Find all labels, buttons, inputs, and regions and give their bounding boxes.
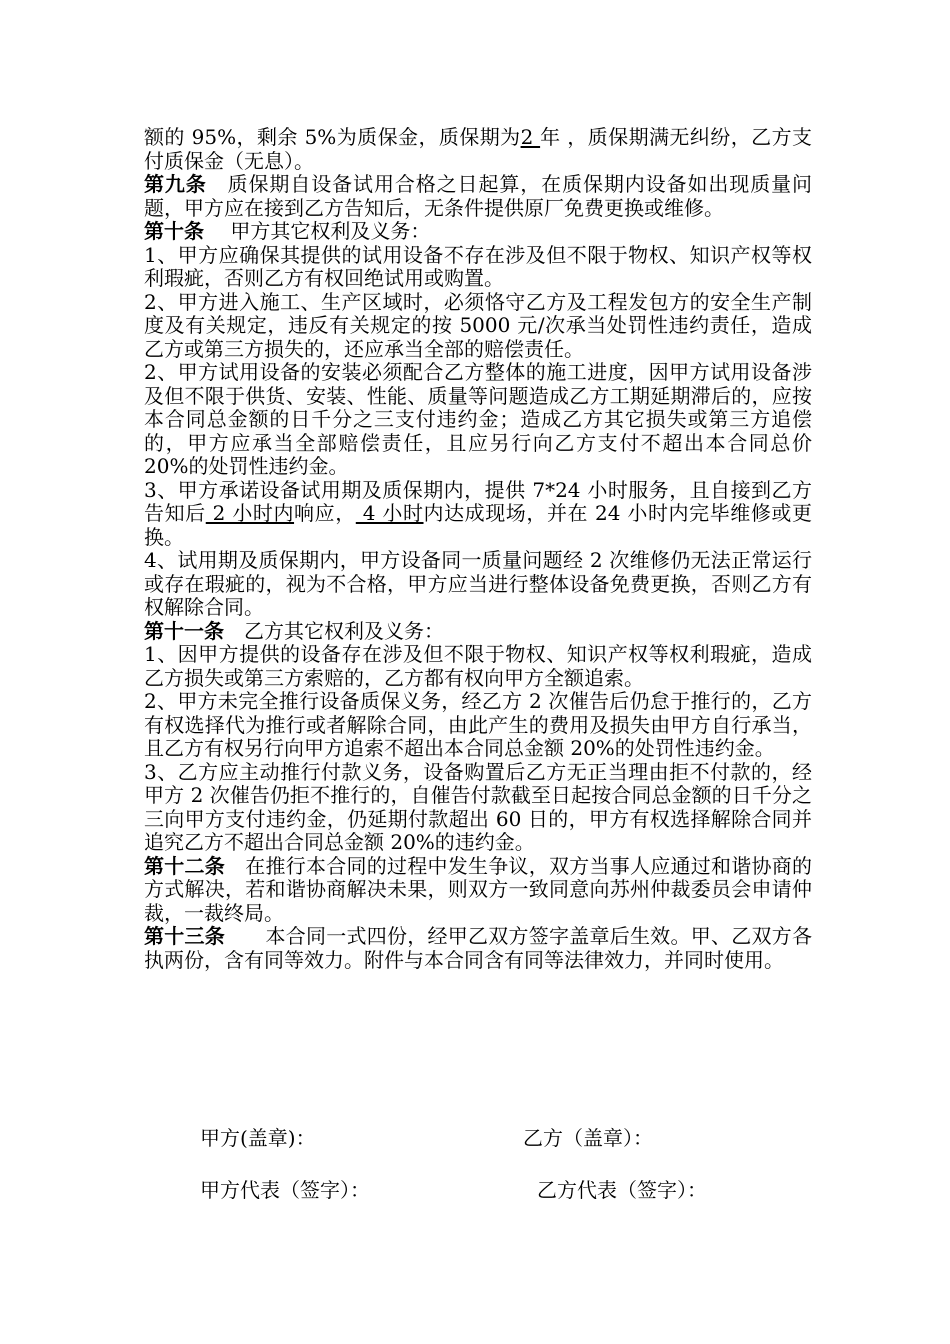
contract-paragraph (144, 244, 812, 291)
underlined-text: 4 小时 (355, 501, 424, 525)
contract-body (144, 126, 812, 972)
underlined-text: 2 小时内 (205, 501, 295, 525)
paragraph-text: 年 ，质保期满无纠纷，乙方支付质保金（无息）。 (144, 125, 812, 173)
contract-paragraph (144, 643, 812, 690)
party-b-seal-label: 乙方（盖章）： (523, 1126, 653, 1150)
paragraph-text: 2、甲方进入施工、生产区域时，必须恪守乙方及工程发包方的安全生产制度及有关规定，违反有关规定的按 5000 元/次承当处罚性违约责任，造成乙方或第三方损失的，还应承当全部的赔偿责任。 (144, 289, 812, 361)
contract-paragraph (144, 220, 812, 244)
contract-paragraph (144, 361, 812, 479)
paragraph-text: 3、甲方承诺设备试用期及质保期内，提供 7*24 小时服务，且自接到乙方告知后 (144, 477, 812, 525)
paragraph-text: 2、甲方试用设备的安装必须配合乙方整体的施工进度，因甲方试用设备涉及但不限于供货、安装、性能、质量等问题造成乙方工期延期滞后的，应按本合同总金额的日千分之三支付违约金；造成乙方其它损失或第三方追偿的，甲方应承当全部赔偿责任，且应另行向乙方支付不超出本合同总价 20%的处罚性违约金。 (144, 360, 812, 478)
party-a-representative-label: 甲方代表（签字）： (200, 1178, 370, 1202)
contract-paragraph (144, 690, 812, 761)
paragraph-text: 乙方其它权利及义务： (224, 618, 444, 643)
party-a-seal-label: 甲方(盖章)： (200, 1126, 316, 1150)
paragraph-text: 本合同一式四份，经甲乙双方签字盖章后生效。甲、乙双方各执两份，含有同等效力。附件与本合同含有同等法律效力，并同时使用。 (144, 924, 812, 972)
contract-paragraph (144, 925, 812, 972)
signature-block (0, 1122, 950, 1226)
contract-paragraph (144, 479, 812, 550)
underlined-text: 2 (520, 125, 541, 149)
article-heading: 第十条 (144, 219, 204, 243)
paragraph-text: 3、乙方应主动推行付款义务，设备购置后乙方无正当理由拒不付款的，经甲方 2 次催告仍拒不推行的，自催告付款截至日起按合同总金额的日千分之三向甲方支付违约金，仍延期付款超出 60 日的，甲方有权选择解除合同并追究乙方不超出合同总金额 20%的违约金。 (144, 759, 812, 854)
paragraph-text: 在推行本合同的过程中发生争议，双方当事人应通过和谐协商的方式解决，若和谐协商解决未果，则双方一致同意向苏州仲裁委员会申请仲裁，一裁终局。 (144, 853, 812, 925)
contract-paragraph (144, 761, 812, 855)
contract-paragraph (144, 855, 812, 926)
seal-row (0, 1122, 950, 1174)
article-heading: 第十三条 (144, 924, 225, 948)
party-b-representative-label: 乙方代表（签字）： (537, 1178, 707, 1202)
paragraph-text: 甲方其它权利及义务： (204, 219, 431, 243)
paragraph-text: 1、因甲方提供的设备存在涉及但不限于物权、知识产权等权利瑕疵，造成乙方损失或第三方索赔的，乙方都有权向甲方全额追索。 (144, 642, 812, 690)
article-heading: 第十二条 (144, 853, 225, 878)
contract-paragraph (144, 620, 812, 644)
paragraph-text: 2、甲方未完全推行设备质保义务，经乙方 2 次催告后仍怠于推行的，乙方有权选择代为推行或者解除合同，由此产生的费用及损失由甲方自行承当，且乙方有权另行向甲方追索不超出本合同总金额 20%的处罚性违约金。 (144, 689, 812, 760)
contract-paragraph (144, 173, 812, 220)
article-heading: 第九条 (144, 172, 207, 196)
paragraph-text: 质保期自设备试用合格之日起算，在质保期内设备如出现质量问题，甲方应在接到乙方告知后，无条件提供原厂免费更换或维修。 (144, 172, 813, 220)
paragraph-text: 4、试用期及质保期内，甲方设备同一质量问题经 2 次维修仍无法正常运行或存在瑕疵的，视为不合格，甲方应当进行整体设备免费更换，否则乙方有权解除合同。 (144, 548, 812, 619)
contract-paragraph (144, 126, 812, 173)
contract-paragraph (144, 549, 812, 620)
contract-paragraph (144, 291, 812, 362)
paragraph-text: 额的 95%，剩余 5%为质保金，质保期为 (144, 125, 521, 149)
paragraph-text: 1、甲方应确保其提供的试用设备不存在涉及但不限于物权、知识产权等权利瑕疵，否则乙方有权回绝试用或购置。 (144, 242, 812, 290)
article-heading: 第十一条 (144, 618, 224, 643)
paragraph-text: 内达成现场，并在 24 小时内完毕维修或更换。 (144, 501, 813, 549)
paragraph-text: 响应， (294, 501, 356, 525)
representative-row (0, 1174, 950, 1226)
